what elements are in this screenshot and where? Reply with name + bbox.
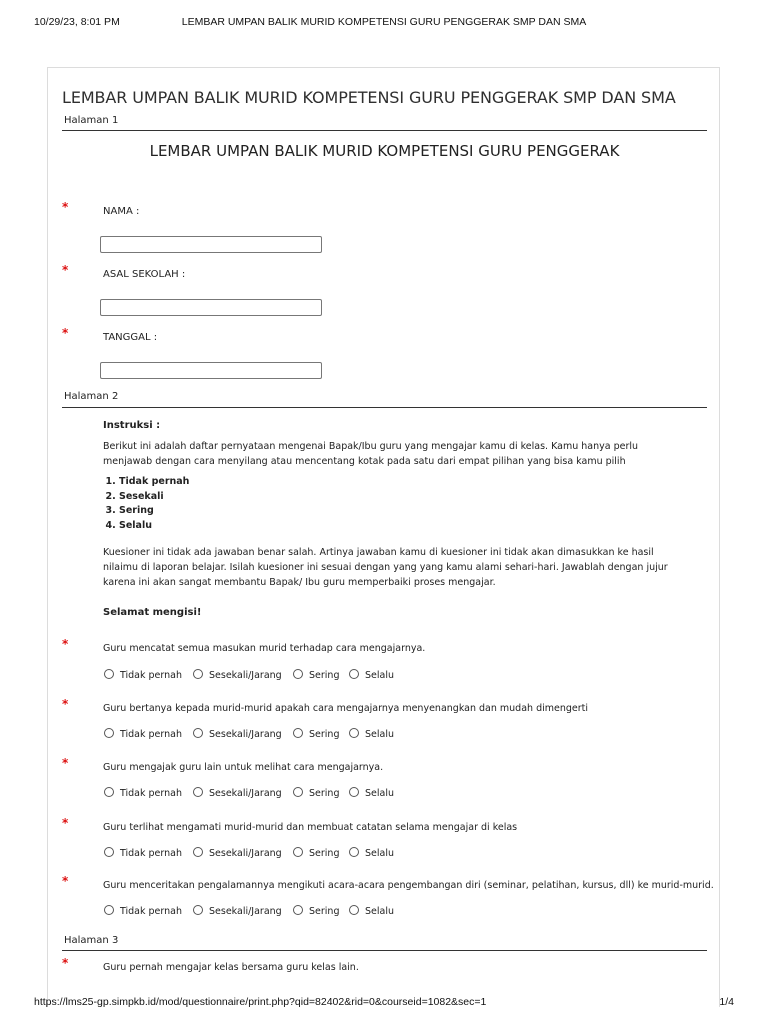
option-label: Sesekali/Jarang [209, 906, 282, 917]
question-text: Guru mengajak guru lain untuk melihat cara mengajarnya. [103, 762, 384, 773]
radio-icon[interactable] [193, 847, 203, 857]
radio-icon[interactable] [349, 669, 359, 679]
question-text: Guru mencatat semua masukan murid terhadap cara mengajarnya. [103, 643, 426, 654]
option-label: Selalu [365, 848, 394, 859]
questionnaire-form [47, 67, 720, 1007]
question-text: Guru bertanya kepada murid-murid apakah cara mengajarnya menyenangkan dan mudah dimengerti [103, 703, 589, 714]
nama-label: NAMA : [103, 206, 140, 217]
radio-icon[interactable] [293, 669, 303, 679]
page-1-divider [62, 130, 707, 131]
option-label: Sesekali/Jarang [209, 729, 282, 740]
scale-item: 1. Tidak pernah [119, 475, 683, 490]
required-mark: * [62, 874, 69, 888]
question-text: Guru menceritakan pengalamannya mengikuti acara-acara pengembangan diri (seminar, pelatihan, kursus, dll) ke murid-murid. [103, 880, 714, 891]
radio-icon[interactable] [293, 905, 303, 915]
print-doc-title: LEMBAR UMPAN BALIK MURID KOMPETENSI GURU PENGGERAK SMP DAN SMA [181, 16, 587, 28]
option-sesekali[interactable] [193, 847, 282, 859]
required-mark: * [62, 326, 69, 340]
radio-icon[interactable] [349, 787, 359, 797]
radio-icon[interactable] [104, 728, 114, 738]
required-mark: * [62, 697, 69, 711]
page-1-heading: LEMBAR UMPAN BALIK MURID KOMPETENSI GURU PENGGERAK [149, 142, 620, 160]
option-label: Sering [309, 729, 340, 740]
radio-icon[interactable] [104, 669, 114, 679]
option-sering[interactable] [293, 787, 339, 799]
asal-sekolah-input[interactable] [100, 299, 322, 316]
option-label: Sesekali/Jarang [209, 788, 282, 799]
required-mark: * [62, 816, 69, 830]
radio-icon[interactable] [104, 787, 114, 797]
option-sering[interactable] [293, 669, 339, 681]
page-3-divider [62, 950, 707, 951]
option-label: Selalu [365, 670, 394, 681]
option-tidak-pernah[interactable] [104, 728, 182, 740]
page-3-label: Halaman 3 [64, 935, 119, 946]
radio-icon[interactable] [104, 847, 114, 857]
required-mark: * [62, 200, 69, 214]
print-header [34, 16, 734, 30]
required-mark: * [62, 756, 69, 770]
radio-icon[interactable] [104, 905, 114, 915]
tanggal-label: TANGGAL : [103, 332, 158, 343]
page-2-divider [62, 407, 707, 408]
radio-icon[interactable] [349, 905, 359, 915]
radio-icon[interactable] [349, 728, 359, 738]
radio-icon[interactable] [193, 787, 203, 797]
instructions-note: Kuesioner ini tidak ada jawaban benar salah. Artinya jawaban kamu di kuesioner ini tidak akan dimasukkan ke hasil nilaimu di laporan belajar. Isilah kuesioner ini sesuai dengan yang yang kamu alami sehari-hari. Jawablah dengan jujur karena ini akan sangat membantu Bapak/ Ibu guru memperbaiki proses mengajar. [103, 547, 668, 588]
instructions-title: Instruksi : [103, 420, 161, 431]
radio-icon[interactable] [293, 847, 303, 857]
option-tidak-pernah[interactable] [104, 669, 182, 681]
option-label: Sering [309, 670, 340, 681]
option-tidak-pernah[interactable] [104, 787, 182, 799]
option-tidak-pernah[interactable] [104, 905, 182, 917]
nama-input[interactable] [100, 236, 322, 253]
form-title: LEMBAR UMPAN BALIK MURID KOMPETENSI GURU PENGGERAK SMP DAN SMA [62, 88, 676, 107]
print-page-number: 1/4 [719, 996, 734, 1008]
option-sering[interactable] [293, 847, 339, 859]
option-selalu[interactable] [349, 847, 394, 859]
radio-icon[interactable] [193, 905, 203, 915]
option-selalu[interactable] [349, 669, 394, 681]
option-label: Selalu [365, 729, 394, 740]
print-url: https://lms25-gp.simpkb.id/mod/questionnaire/print.php?qid=82402&rid=0&courseid=1082&sec=1 [34, 996, 487, 1008]
option-tidak-pernah[interactable] [104, 847, 182, 859]
option-label: Sesekali/Jarang [209, 848, 282, 859]
option-selalu[interactable] [349, 787, 394, 799]
option-label: Sering [309, 848, 340, 859]
option-label: Sering [309, 788, 340, 799]
option-label: Sesekali/Jarang [209, 670, 282, 681]
question-text: Guru terlihat mengamati murid-murid dan membuat catatan selama mengajar di kelas [103, 822, 518, 833]
page-1-label: Halaman 1 [64, 115, 119, 126]
scale-item: 4. Selalu [119, 519, 683, 534]
option-label: Tidak pernah [120, 906, 183, 917]
option-sering[interactable] [293, 728, 339, 740]
instructions-text: Berikut ini adalah daftar pernyataan mengenai Bapak/Ibu guru yang mengajar kamu di kelas. Kamu hanya perlu menjawab dengan cara menyilang atau mencentang kotak pada satu dari empat pilihan yang bisa kamu pilih [103, 441, 639, 467]
option-label: Tidak pernah [120, 848, 183, 859]
option-sesekali[interactable] [193, 905, 282, 917]
option-selalu[interactable] [349, 728, 394, 740]
radio-icon[interactable] [293, 787, 303, 797]
instructions-block [103, 418, 683, 620]
radio-icon[interactable] [193, 728, 203, 738]
option-label: Tidak pernah [120, 670, 183, 681]
option-label: Sering [309, 906, 340, 917]
print-datetime: 10/29/23, 8:01 PM [34, 16, 120, 28]
print-footer [34, 996, 734, 1010]
question-text: Guru pernah mengajar kelas bersama guru kelas lain. [103, 962, 359, 973]
scale-list [103, 475, 683, 533]
option-selalu[interactable] [349, 905, 394, 917]
required-mark: * [62, 637, 69, 651]
tanggal-input[interactable] [100, 362, 322, 379]
required-mark: * [62, 956, 69, 970]
option-label: Selalu [365, 788, 394, 799]
option-label: Tidak pernah [120, 729, 183, 740]
closing-text: Selamat mengisi! [103, 607, 202, 618]
scale-item: 3. Sering [119, 504, 683, 519]
page-2-label: Halaman 2 [64, 391, 119, 402]
required-mark: * [62, 263, 69, 277]
scale-item: 2. Sesekali [119, 490, 683, 505]
radio-icon[interactable] [349, 847, 359, 857]
radio-icon[interactable] [293, 728, 303, 738]
option-label: Selalu [365, 906, 394, 917]
option-sesekali[interactable] [193, 787, 282, 799]
option-label: Tidak pernah [120, 788, 183, 799]
option-sesekali[interactable] [193, 728, 282, 740]
asal-sekolah-label: ASAL SEKOLAH : [103, 269, 186, 280]
radio-icon[interactable] [193, 669, 203, 679]
option-sesekali[interactable] [193, 669, 282, 681]
option-sering[interactable] [293, 905, 339, 917]
